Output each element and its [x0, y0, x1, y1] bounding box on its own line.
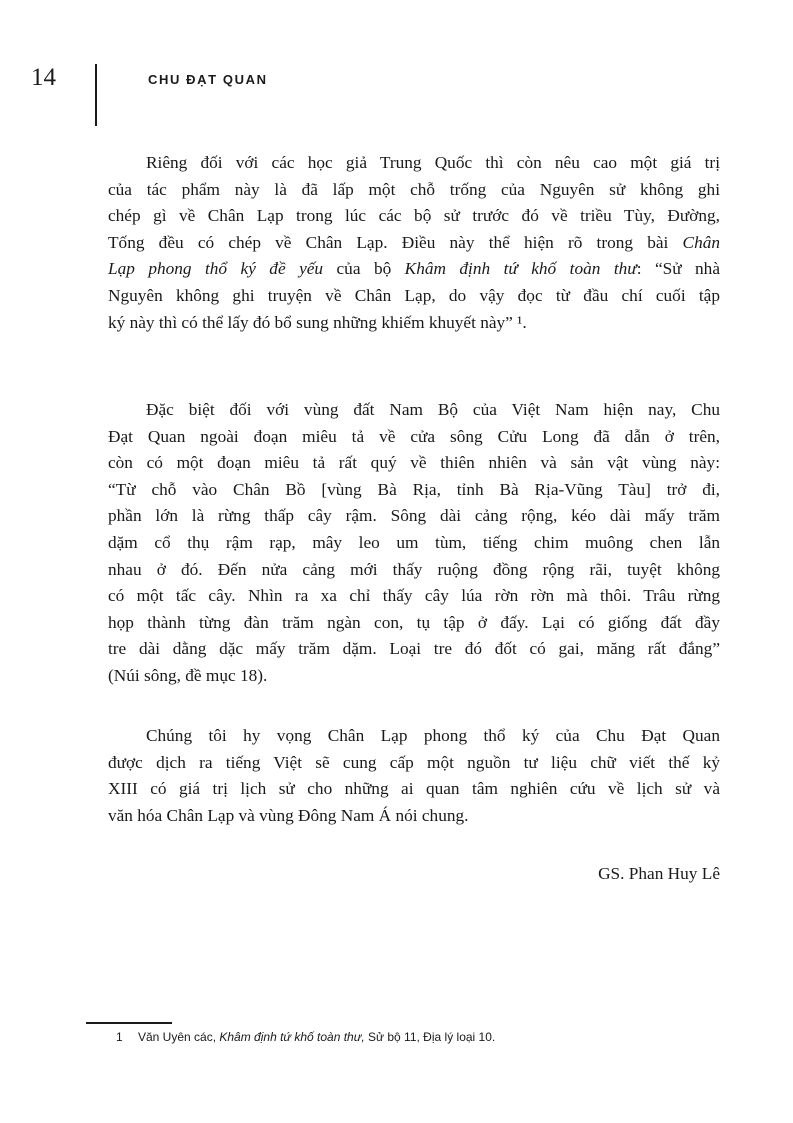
footnote-number: 1	[116, 1030, 123, 1044]
text-segment: tre dài dằng dặc mấy trăm dặm. Loại tre đó đốt có gai, măng rất đắng”	[108, 639, 720, 659]
text-line	[108, 532, 720, 554]
text-segment: ký này thì có thể lấy đó bổ sung những khiếm khuyết này” ¹.	[108, 312, 527, 332]
italic-title: Lạp phong thổ ký đề yếu	[108, 259, 324, 279]
text-line	[108, 179, 720, 201]
text-line	[108, 426, 720, 448]
text-segment: (Núi sông, đề mục 18).	[108, 666, 268, 685]
text-segment: “Từ chỗ vào Chân Bồ [vùng Bà Rịa, tỉnh Bà Rịa-Vũng Tàu] trở đi,	[108, 479, 720, 499]
text-line	[108, 205, 720, 227]
text-line	[146, 725, 720, 747]
footnote-segment: Văn Uyên các,	[138, 1030, 220, 1044]
text-segment: còn có một đoạn miêu tả rất quý về thiên nhiên và sản vật vùng này:	[108, 453, 720, 473]
running-title: CHU ĐẠT QUAN	[148, 72, 268, 87]
text-segment: Đặc biệt đối với vùng đất Nam Bộ của Việt Nam hiện nay, Chu	[146, 400, 720, 419]
text-segment: có một tấc cây. Nhìn ra xa chỉ thấy cây lúa rờn rờn mà thôi. Trâu rừng	[108, 586, 720, 606]
text-segment: của tác phẩm này là đã lấp một chỗ trống của Nguyên sử không ghi	[108, 179, 720, 199]
signature: GS. Phan Huy Lê	[598, 864, 720, 883]
text-segment: được dịch ra tiếng Việt sẽ cung cấp một nguồn tư liệu chữ viết thế kỷ	[108, 752, 720, 772]
text-line	[108, 258, 720, 280]
text-line	[108, 479, 720, 501]
text-line	[108, 585, 720, 607]
text-segment: văn hóa Chân Lạp và vùng Đông Nam Á nói chung.	[108, 805, 469, 825]
text-line	[108, 505, 720, 527]
text-segment: Đạt Quan ngoài đoạn miêu tả về cửa sông Cửu Long đã dẫn ở trên,	[108, 426, 720, 446]
text-line	[108, 778, 720, 800]
text-line	[108, 452, 720, 474]
text-segment: phần lớn là rừng thấp cây rậm. Sông dài cảng rộng, kéo dài mấy trăm	[108, 506, 720, 526]
text-line	[108, 752, 720, 774]
text-segment: Nguyên không ghi truyện về Chân Lạp, do vậy đọc từ đầu chí cuối tập	[108, 286, 720, 305]
footnote-segment: Khâm định tứ khố toàn thư,	[219, 1030, 365, 1044]
text-segment: XIII có giá trị lịch sử cho những ai quan tâm nghiên cứu về lịch sử và	[108, 779, 720, 799]
header-divider	[95, 64, 97, 126]
italic-title: Khâm định tứ khố toàn thư	[404, 259, 637, 279]
text-line	[108, 559, 720, 581]
text-segment: chép gì về Chân Lạp trong lúc các bộ sử trước đó về triều Tùy, Đường,	[108, 206, 720, 226]
text-segment: của bộ	[323, 259, 405, 279]
text-line	[108, 285, 720, 307]
text-line	[108, 232, 720, 254]
text-line	[108, 638, 720, 660]
text-segment: Tống đều có chép về Chân Lạp. Điều này thể hiện rõ trong bài	[108, 232, 683, 252]
text-segment: dặm cổ thụ rậm rạp, mây leo um tùm, tiếng chim muông chen lẫn	[108, 533, 720, 552]
italic-title: Chân	[682, 232, 720, 252]
footnote-segment: Sử bộ 11, Địa lý loại 10.	[364, 1030, 496, 1044]
text-line	[108, 612, 720, 634]
text-segment: Chúng tôi hy vọng Chân Lạp phong thổ ký của Chu Đạt Quan	[146, 726, 720, 745]
text-line	[108, 805, 720, 827]
text-line	[108, 312, 720, 334]
text-segment: họp thành từng đàn trăm ngàn con, tụ tập ở đấy. Lại có giống đất đầy	[108, 612, 720, 632]
text-line	[108, 665, 720, 687]
text-segment: Riêng đối với các học giả Trung Quốc thì còn nêu cao một giá trị	[146, 153, 720, 172]
page-number: 14	[31, 64, 56, 91]
text-segment: : “Sử nhà	[636, 259, 720, 279]
footnote-rule	[86, 1022, 172, 1024]
text-line	[146, 152, 720, 174]
footnote-text	[138, 1030, 495, 1044]
text-line	[146, 399, 720, 421]
text-segment: nhau ở đó. Đến nửa cảng mới thấy ruộng đồng rộng rãi, tuyệt không	[108, 559, 720, 579]
